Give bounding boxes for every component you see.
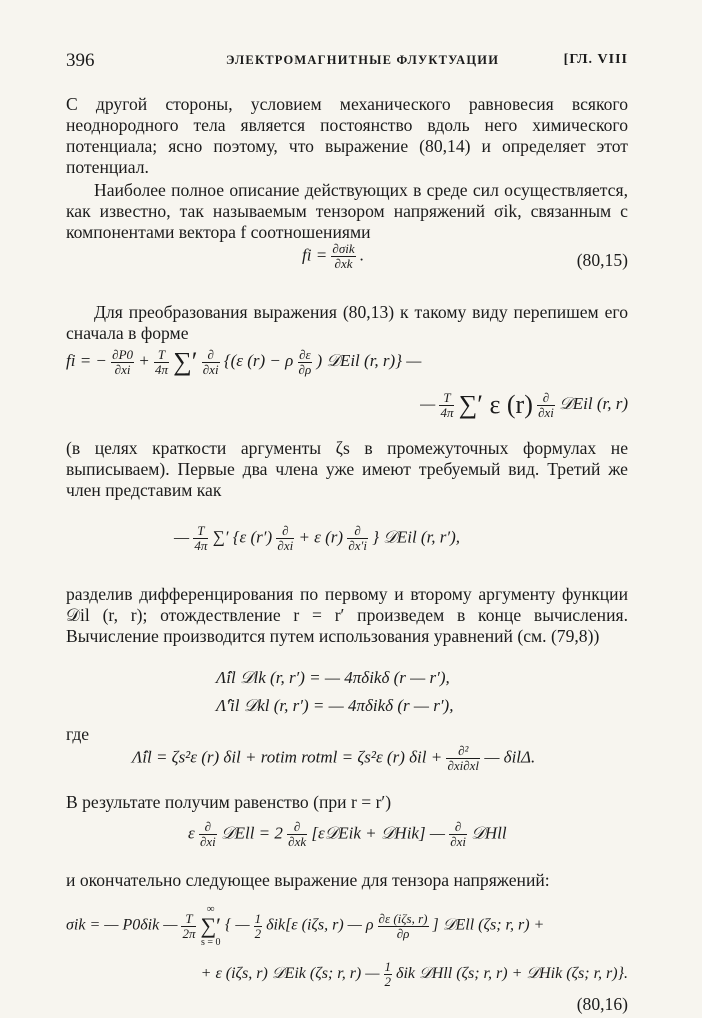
paragraph-5: разделив дифференцирования по первому и второму аргументу функции 𝒟il (r, r); отождествление r = r′ произведем в конце вычисления. Вычисление производится путем использования уравнений (см. (79,8)) [66,584,628,646]
book-page [66,50,628,1014]
paragraph-6: где [66,724,90,744]
paragraph-1: С другой стороны, условием механического равновесия всякого неоднородного тела является постоянство вдоль него химического потенциала; ясно поэтому, что выражение (80,14) и определяет этот потенциал. [66,94,628,177]
equation-lambda-1: Λ̂il 𝒟lk (r, r′) = — 4πδikδ (r — r′), [216,668,450,687]
equation-lambda-2: Λ̂′il 𝒟kl (r, r′) = — 4πδikδ (r — r′), [216,696,454,715]
equation-f-line-2: — $\frac{T}{4\pi}$ ∑′ ε (r) $\frac{\partial}{\partial xi}$ 𝒟Eil (r, r) [420,389,628,420]
summation: ∞ ∑′ s = 0 [200,903,221,948]
equation-f-line-1: fi = − $\frac{\partial P0}{\partial xi}$ + $\frac{T}{4\pi}$ ∑′ $\frac{\partial}{\partial xi}$ {(ε (r) − ρ $\frac{\partial\varepsilon}{\partial\rho}$ ) 𝒟Eil (r, r)} — [66,346,422,377]
page-number: 396 [66,50,95,71]
equation-number: (80,15) [576,250,628,270]
paragraph-3: Для преобразования выражения (80,13) к такому виду перепишем его сначала в форме [66,302,628,343]
paragraph-7: В результате получим равенство (при r = r′) [66,792,392,812]
paragraph-4: (в целях краткости аргументы ζs в промежуточных формулах не выписываем). Первые два члена уже имеют требуемый вид. Третий же член представим как [66,438,628,500]
equation-80-16-line-1: σik = — P0δik — $\frac{T}{2\pi}$ ∞ ∑′ s = 0 { — $\frac{1}{2}$ δik[ε (iζs, r) — ρ $\frac{\text{∂ε (iζs, r)}}{\partial\rho}$ ] 𝒟Ell (ζs; r, r) + [66,903,545,948]
chapter-label: [ГЛ. VIII [563,52,628,67]
paragraph-2: Наиболее полное описание действующих в среде сил осуществляется, как известно, так называемым тензором напряжений σik, связанным с компонентами вектора f соотношениями [66,180,628,242]
equation-80-16-line-2: + ε (iζs, r) 𝒟Eik (ζs; r, r) — $\frac{1}{2}$ δik 𝒟Hll (ζs; r, r) + 𝒟Hik (ζs; r, r)}. [200,959,628,989]
paragraph-8: и окончательно следующее выражение для тензора напряжений: [66,870,550,890]
equation-80-16-number: (80,16) [576,994,628,1014]
page-header [66,50,628,74]
equation-result: ε $\frac{\partial}{\partial xi}$ 𝒟Ell = 2 $\frac{\partial}{\partial xk}$ [ε𝒟Eik + 𝒟Hik] — $\frac{\partial}{\partial xi}$ 𝒟Hll [188,819,507,849]
running-title: ЭЛЕКТРОМАГНИТНЫЕ ФЛУКТУАЦИИ [226,53,500,67]
equation-80-15: fi = $\frac{\text{∂σik}}{\partial xk}$ . (80,15) [302,241,628,271]
equation-lambda-definition: Λ̂il = ζs²ε (r) δil + rotim rotml = ζs²ε (r) δil + $\frac{\text{∂²}}{\partial xi\partial xl}$ — δilΔ. [132,743,536,773]
equation-third-term: — $\frac{T}{4\pi}$ ∑′ {ε (r′) $\frac{\partial}{\partial xi}$ + ε (r) $\frac{\partial}{\partial x'i}$ } 𝒟Eil (r, r′), [174,523,461,553]
